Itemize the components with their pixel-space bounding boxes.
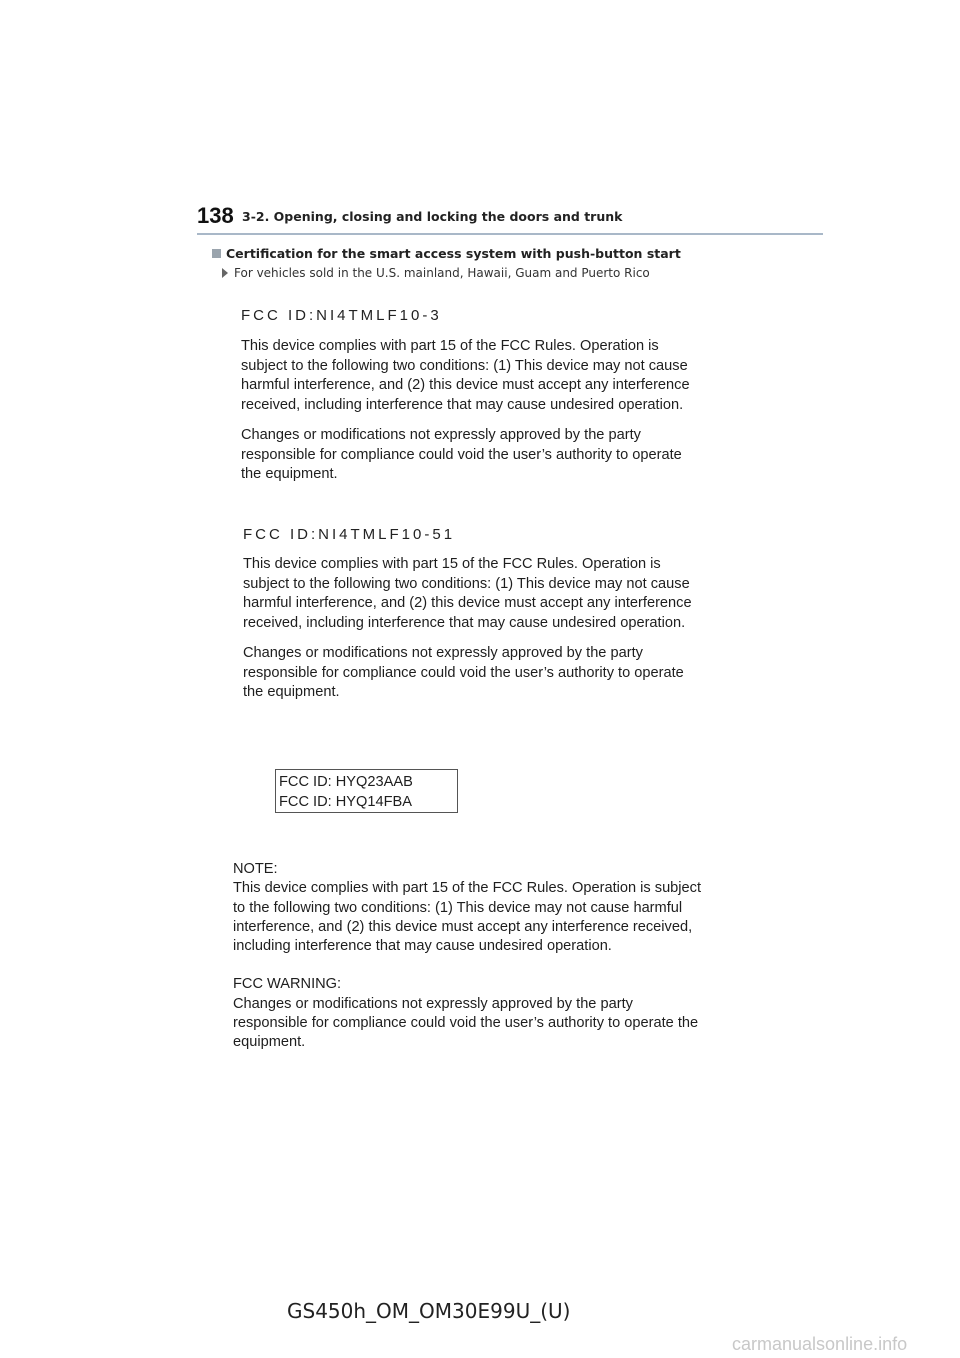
page-number: 138 [197,203,234,228]
text-line: responsible for compliance could void the user’s authority to operate [243,664,684,681]
text-line: responsible for compliance could void the user’s authority to operate the [233,1015,699,1032]
fcc-warning-title: FCC WARNING: [233,976,342,993]
note-title: NOTE: [233,861,278,877]
fcc-id-line: FCC ID: HYQ23AAB [279,774,413,790]
text-line: the equipment. [241,466,338,482]
fcc-label-1 [241,307,690,485]
text-line: received, including interference that may cause undesired operation. [241,396,684,413]
fcc-label-2 [243,526,692,703]
text-line: received, including interference that may cause undesired operation. [243,614,686,631]
text-line: Changes or modifications not expressly approved by the party [243,645,643,661]
fcc-id-box [275,769,458,813]
certification-heading [212,246,681,261]
compliance-text-1 [241,337,690,415]
text-line: This device complies with part 15 of the FCC Rules. Operation is [241,338,659,354]
text-line: This device complies with part 15 of the FCC Rules. Operation is subject [233,880,702,897]
text-line: Changes or modifications not expressly approved by the party [241,427,641,443]
watermark: carmanualsonline.info [732,1334,908,1354]
compliance-text-2 [243,555,692,633]
fcc-id-2: FCC ID:NI4TMLF10-51 [243,526,456,543]
text-line: Changes or modifications not expressly approved by the party [233,995,633,1012]
text-line: responsible for compliance could void the user’s authority to operate [241,446,682,463]
certification-heading-text: Certification for the smart access system with push-button start [226,246,681,261]
header-rule [197,233,823,235]
text-line: subject to the following two conditions: (1) This device may not cause [241,357,688,374]
region-bullet [222,266,650,280]
changes-text-1 [241,426,690,485]
text-line: This device complies with part 15 of the FCC Rules. Operation is [243,556,661,572]
fcc-id-1: FCC ID:NI4TMLF10-3 [241,307,442,324]
text-line: subject to the following two conditions: (1) This device may not cause [243,575,690,592]
changes-text-2 [243,644,692,703]
text-line: harmful interference, and (2) this device must accept any interference [241,377,690,393]
page-header [197,203,823,235]
region-bullet-text: For vehicles sold in the U.S. mainland, Hawaii, Guam and Puerto Rico [234,266,650,280]
text-line: harmful interference, and (2) this device must accept any interference [243,595,692,611]
square-bullet-icon [212,249,221,258]
text-line: the equipment. [243,684,340,700]
text-line: including interference that may cause undesired operation. [233,938,612,955]
fcc-id-line: FCC ID: HYQ14FBA [279,793,412,810]
text-line: equipment. [233,1034,306,1051]
triangle-bullet-icon [222,268,228,278]
text-line: interference, and (2) this device must accept any interference received, [233,918,693,935]
section-title: 3-2. Opening, closing and locking the doors and trunk [242,209,623,224]
text-line: to the following two conditions: (1) This device may not cause harmful [233,899,683,916]
note-block [233,860,701,1053]
document-code-footer: GS450h_OM_OM30E99U_(U) [287,1299,571,1323]
